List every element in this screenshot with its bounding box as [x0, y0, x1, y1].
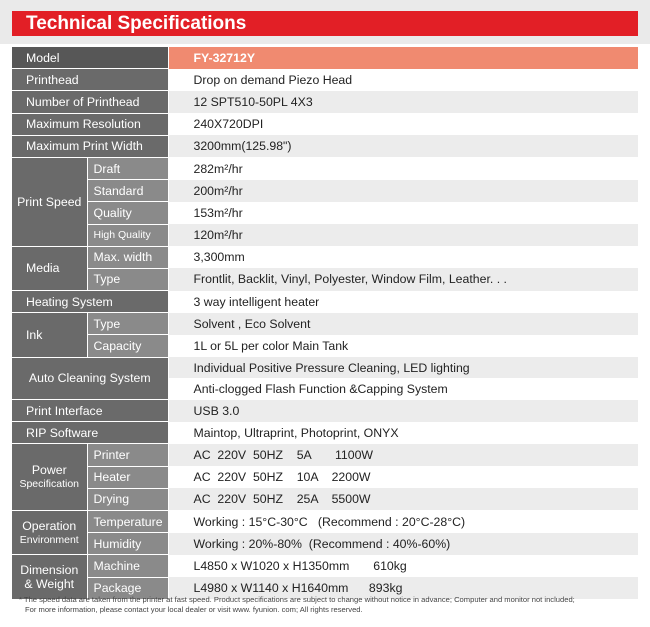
spec-table-body	[12, 47, 638, 600]
value-rip-software: Maintop, Ultraprint, Photoprint, ONYX	[168, 422, 638, 444]
spec-row-speed-draft	[12, 157, 638, 179]
value-number-of-printhead: 12 SPT510-50PL 4X3	[168, 91, 638, 113]
spec-row-media-max-width	[12, 246, 638, 268]
spec-row-speed-standard	[12, 180, 638, 202]
value-speed-quality: 153m²/hr	[168, 202, 638, 224]
spec-row-speed-high-quality	[12, 224, 638, 246]
label-dim-package: Package	[87, 577, 168, 599]
spec-row-dim-machine	[12, 555, 638, 577]
dimension-text-2: & Weight	[24, 577, 75, 591]
label-ink: Ink	[12, 313, 87, 357]
label-max-resolution: Maximum Resolution	[12, 113, 168, 135]
label-ink-capacity: Capacity	[87, 335, 168, 357]
label-speed-high-quality: High Quality	[87, 224, 168, 246]
spec-row-number-of-printhead	[12, 91, 638, 113]
footnote-line-2: For more information, please contact your local dealer or visit www. fyunion. com; All rights reserved.	[25, 604, 363, 614]
value-op-humidity: Working : 20%-80% (Recommend : 40%-60%)	[168, 533, 638, 555]
value-max-resolution: 240X720DPI	[168, 113, 638, 135]
operation-text-2: Environment	[19, 533, 79, 546]
spec-row-ink-type	[12, 313, 638, 335]
spec-row-rip-software	[12, 422, 638, 444]
value-dim-machine: L4850 x W1020 x H1350mm 610kg	[168, 555, 638, 577]
value-media-type: Frontlit, Backlit, Vinyl, Polyester, Window Film, Leather. . .	[168, 268, 638, 290]
spec-row-printhead	[12, 69, 638, 91]
value-heating: 3 way intelligent heater	[168, 291, 638, 313]
label-ink-type: Type	[87, 313, 168, 335]
value-ink-type: Solvent , Eco Solvent	[168, 313, 638, 335]
label-auto-cleaning: Auto Cleaning System	[12, 357, 168, 399]
spec-row-power-printer	[12, 444, 638, 466]
spec-row-ink-capacity	[12, 335, 638, 357]
spec-row-power-drying	[12, 488, 638, 510]
label-speed-standard: Standard	[87, 180, 168, 202]
label-power-heater: Heater	[87, 466, 168, 488]
spec-row-op-temperature	[12, 510, 638, 532]
power-text: Power	[31, 463, 67, 478]
label-op-temperature: Temperature	[87, 510, 168, 532]
page-title: Technical Specifications	[26, 13, 247, 34]
label-printhead: Printhead	[12, 69, 168, 91]
value-print-interface: USB 3.0	[168, 400, 638, 422]
label-print-interface: Print Interface	[12, 400, 168, 422]
value-max-print-width: 3200mm(125.98")	[168, 135, 638, 157]
value-op-temperature: Working : 15°C-30°C (Recommend : 20°C-28°C)	[168, 510, 638, 532]
value-speed-standard: 200m²/hr	[168, 180, 638, 202]
label-max-print-width: Maximum Print Width	[12, 135, 168, 157]
value-printhead: Drop on demand Piezo Head	[168, 69, 638, 91]
label-dim-machine: Machine	[87, 555, 168, 577]
spec-row-auto-cleaning-1	[12, 357, 638, 378]
label-op-humidity: Humidity	[87, 533, 168, 555]
spec-row-power-heater	[12, 466, 638, 488]
value-dim-package: L4980 x W1140 x H1640mm 893kg	[168, 577, 638, 599]
label-dimension	[12, 555, 87, 599]
label-media-max-width: Max. width	[87, 246, 168, 268]
footnote-line-1: * The speed data are taken from the printer at fast speed. Product specifications are subject to change without notice in advance; Computer and monitor not included;	[19, 595, 575, 604]
value-speed-draft: 282m²/hr	[168, 157, 638, 179]
label-number-of-printhead: Number of Printhead	[12, 91, 168, 113]
label-print-speed	[12, 157, 87, 246]
value-ink-capacity: 1L or 5L per color Main Tank	[168, 335, 638, 357]
spec-row-media-type	[12, 268, 638, 290]
footnote	[19, 595, 575, 614]
power-text-2: Specification	[19, 478, 80, 491]
spec-row-max-resolution	[12, 113, 638, 135]
label-model: Model	[12, 47, 168, 69]
label-operation	[12, 510, 87, 554]
print-speed-text: Print Speed	[17, 194, 82, 209]
spec-row-speed-quality	[12, 202, 638, 224]
spec-row-print-interface	[12, 400, 638, 422]
label-media: Media	[12, 246, 87, 290]
value-power-drying: AC 220V 50HZ 25A 5500W	[168, 488, 638, 510]
label-speed-draft: Draft	[87, 157, 168, 179]
value-media-max-width: 3,300mm	[168, 246, 638, 268]
value-auto-cleaning-2: Anti-clogged Flash Function &Capping System	[168, 378, 638, 399]
operation-text: Operation	[22, 518, 77, 533]
label-speed-quality: Quality	[87, 202, 168, 224]
value-auto-cleaning-1: Individual Positive Pressure Cleaning, LED lighting	[168, 357, 638, 378]
dimension-text: Dimension	[20, 563, 79, 577]
value-model: FY-32712Y	[168, 47, 638, 69]
label-rip-software: RIP Software	[12, 422, 168, 444]
title-bar	[12, 11, 638, 36]
spec-row-model	[12, 47, 638, 69]
spec-row-heating	[12, 291, 638, 313]
value-speed-high-quality: 120m²/hr	[168, 224, 638, 246]
label-power	[12, 444, 87, 511]
label-media-type: Type	[87, 268, 168, 290]
label-power-printer: Printer	[87, 444, 168, 466]
value-power-printer: AC 220V 50HZ 5A 1100W	[168, 444, 638, 466]
spec-row-max-print-width	[12, 135, 638, 157]
value-power-heater: AC 220V 50HZ 10A 2200W	[168, 466, 638, 488]
label-heating: Heating System	[12, 291, 168, 313]
spec-row-op-humidity	[12, 533, 638, 555]
label-power-drying: Drying	[87, 488, 168, 510]
